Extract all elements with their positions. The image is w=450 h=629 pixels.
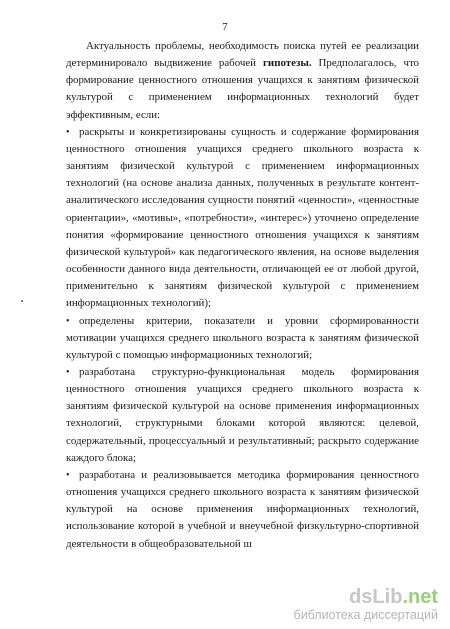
bullet-icon: • [66,315,70,327]
text-line: технологий (на основе анализа данных, полученных в результате контент- [66,177,419,190]
text-line: каждого блока; [66,451,136,464]
text-line: Актуальность проблемы, необходимость поиска путей ее реализации [86,40,419,52]
list-item [66,313,419,330]
text-line: детерминировало выдвижение рабочей гипотезы. Предполагалось, что [66,57,419,70]
text-line: культурой с применением информационных технологий будет [66,91,419,104]
bullet-icon: • [66,126,70,138]
text-line: отношения учащихся среднего школьного возраста к занятиям физической [66,486,419,499]
bullet-icon: • [66,366,70,378]
body-text [66,38,419,553]
text-line: ориентации», «мотивы», «потребности», «интерес») уточнено определение [66,211,419,224]
bullet-icon: • [66,469,70,481]
text-line: раскрыты и конкретизированы сущность и содержание формирования [79,125,419,138]
text-line: ценностного отношения учащихся среднего школьного возраста к [66,383,419,396]
list-item [66,124,419,141]
text-line: эффективным, если: [66,108,161,121]
text-line: культурой с помощью информационных технологий; [66,348,313,361]
text-line: определены критерии, показатели и уровни сформированности [79,314,419,327]
text-line: разработана структурно-функциональная модель формирования [79,365,419,378]
page-number: 7 [222,21,228,33]
text-line: разработана и реализовывается методика формирования ценностного [79,468,419,481]
text-line: занятиям физической культурой с применением информационных [66,160,419,173]
text-line: понятия «формирование ценностного отношения учащихся к занятиям [66,228,419,241]
text-line: применительно к занятиям физической культурой с применением [66,280,419,293]
watermark-logo: dsLib.net [349,586,438,608]
text-line: мотивации учащихся среднего школьного возраста к занятиям физической [66,331,419,344]
watermark [294,586,438,623]
text-line: аналитического исследования сущности понятий «ценности», «ценностные [66,194,419,207]
text-line: культурой на основе применения информационных технологий, [66,503,419,516]
text-line: технологий, структурными блоками которой являются: целевой, [66,417,419,430]
list-item [66,467,419,484]
watermark-subtitle: библиотека диссертаций [293,608,438,622]
text-line: содержательный, процессуальный и результативный; раскрыто содержание [66,434,419,447]
text-line: физической культурой» как педагогического явления, на основе выделения [66,245,419,258]
text-line: формирование ценностного отношения учащихся к занятиям физической [66,74,419,87]
text-line: информационных технологий); [66,297,212,310]
text-line: использование которой в учебной и внеучебной физкультурно-спортивной [66,520,419,533]
bold-term: гипотезы. [262,57,312,70]
text-line: занятиям физической культурой на основе применения информационных [66,400,419,413]
text-line: особенности данного вида деятельности, отличающей ее от любой другой, [66,263,419,276]
text-line: ценностного отношения учащихся среднего школьного возраста к [66,142,419,155]
list-item [66,364,419,381]
scan-speck [21,300,23,302]
text-line: деятельности в общеобразовательной ш [66,537,252,550]
